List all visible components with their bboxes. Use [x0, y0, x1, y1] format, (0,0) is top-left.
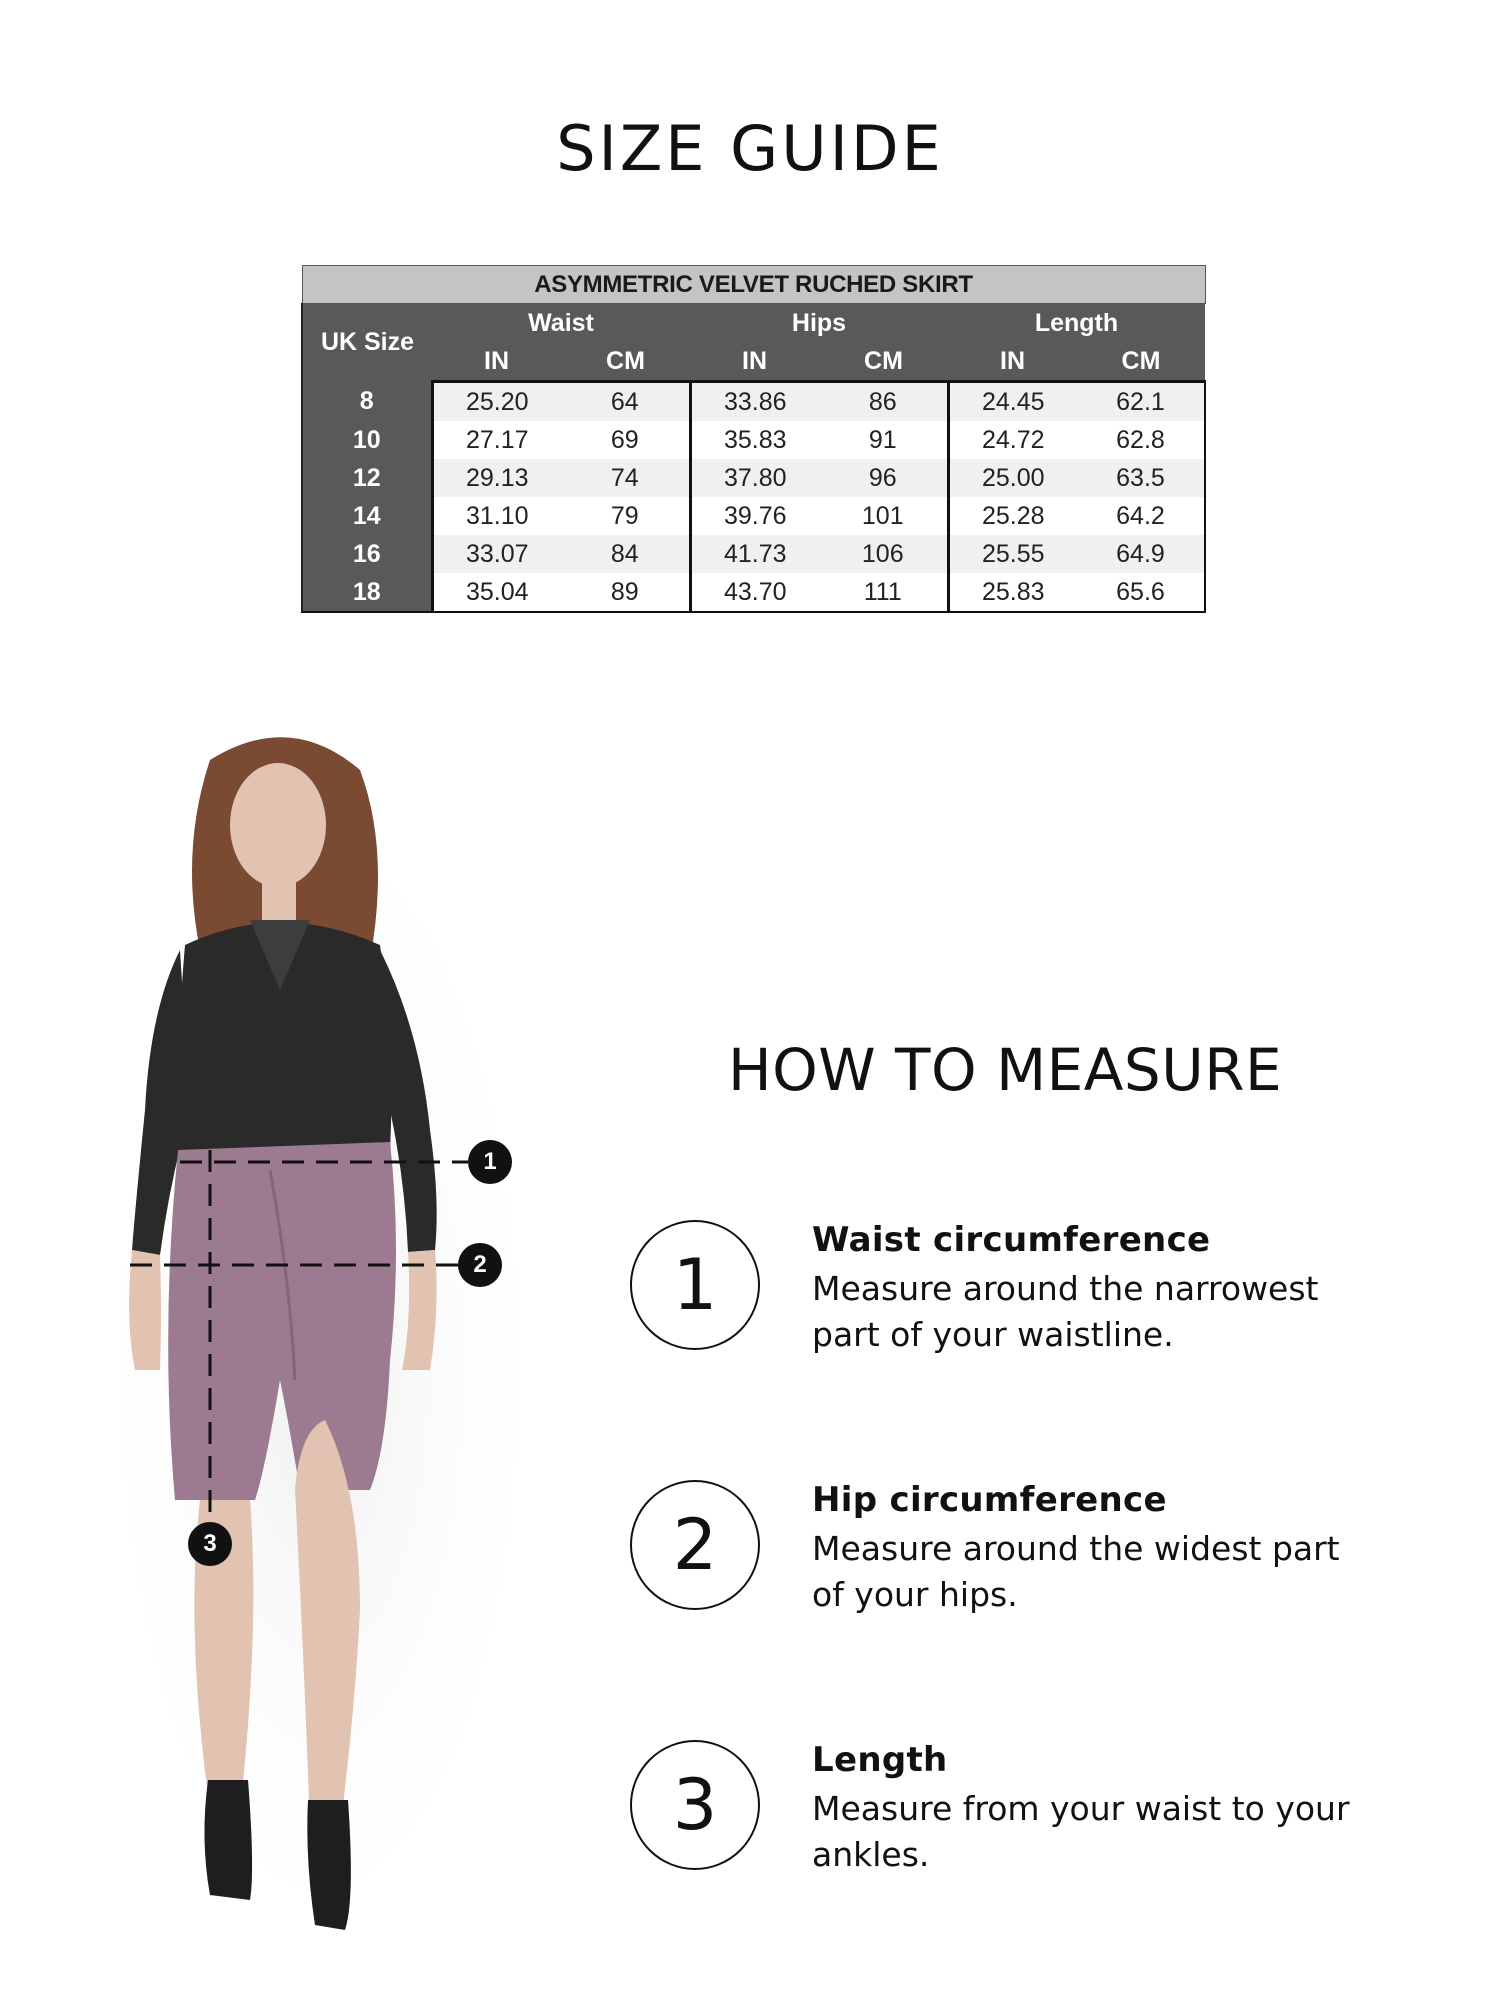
hip-marker: 2 — [458, 1243, 502, 1287]
value-cell: 24.72 — [948, 421, 1077, 459]
value-cell: 29.13 — [432, 459, 561, 497]
length-marker: 3 — [188, 1522, 232, 1566]
value-cell: 25.20 — [432, 382, 561, 422]
size-cell: 16 — [302, 535, 432, 573]
value-cell: 96 — [819, 459, 948, 497]
table-row — [302, 497, 1205, 535]
step-description-line: Measure around the widest part — [812, 1529, 1340, 1568]
neck-shape — [262, 880, 296, 920]
value-cell: 43.70 — [690, 573, 819, 612]
step-description — [812, 1786, 1372, 1878]
face-shape — [230, 763, 326, 887]
table-row — [302, 459, 1205, 497]
step-description-line: of your hips. — [812, 1575, 1018, 1614]
value-cell: 89 — [561, 573, 690, 612]
value-cell: 74 — [561, 459, 690, 497]
value-cell: 69 — [561, 421, 690, 459]
value-cell: 62.1 — [1077, 382, 1205, 422]
value-cell: 25.55 — [948, 535, 1077, 573]
value-cell: 33.07 — [432, 535, 561, 573]
model-illustration — [90, 730, 550, 1950]
step-description-line: Measure from your waist to your — [812, 1789, 1350, 1828]
right-boot-shape — [307, 1800, 351, 1930]
table-row — [302, 382, 1205, 422]
how-to-measure-heading: HOW TO MEASURE — [728, 1036, 1283, 1104]
value-cell: 31.10 — [432, 497, 561, 535]
table-row — [302, 421, 1205, 459]
size-cell: 8 — [302, 382, 432, 422]
value-cell: 25.00 — [948, 459, 1077, 497]
unit-header: CM — [1077, 342, 1205, 382]
model-figure — [90, 730, 550, 1950]
hips-group-header: Hips — [690, 304, 948, 343]
page-title: SIZE GUIDE — [556, 112, 944, 185]
left-hand-shape — [129, 1250, 161, 1370]
size-cell: 18 — [302, 573, 432, 612]
step-number-circle: 3 — [630, 1740, 760, 1870]
value-cell: 25.83 — [948, 573, 1077, 612]
unit-header: IN — [432, 342, 561, 382]
length-group-header: Length — [948, 304, 1205, 343]
step-description-line: part of your waistline. — [812, 1315, 1174, 1354]
step-number-circle: 1 — [630, 1220, 760, 1350]
step-number-circle: 2 — [630, 1480, 760, 1610]
value-cell: 101 — [819, 497, 948, 535]
size-cell: 12 — [302, 459, 432, 497]
table-row — [302, 535, 1205, 573]
size-cell: 14 — [302, 497, 432, 535]
value-cell: 79 — [561, 497, 690, 535]
value-cell: 27.17 — [432, 421, 561, 459]
value-cell: 65.6 — [1077, 573, 1205, 612]
unit-header: IN — [690, 342, 819, 382]
length-step — [630, 1740, 1390, 1880]
unit-header: CM — [561, 342, 690, 382]
unit-header: CM — [819, 342, 948, 382]
value-cell: 111 — [819, 573, 948, 612]
size-chart-table — [301, 265, 1206, 613]
hip-step — [630, 1480, 1390, 1620]
unit-header: IN — [948, 342, 1077, 382]
size-cell: 10 — [302, 421, 432, 459]
waist-step — [630, 1220, 1390, 1360]
value-cell: 35.83 — [690, 421, 819, 459]
step-description-line: Measure around the narrowest — [812, 1269, 1319, 1308]
value-cell: 62.8 — [1077, 421, 1205, 459]
value-cell: 91 — [819, 421, 948, 459]
table-title: ASYMMETRIC VELVET RUCHED SKIRT — [302, 266, 1205, 304]
value-cell: 64 — [561, 382, 690, 422]
size-column-header: UK Size — [302, 304, 432, 382]
step-title: Waist circumference — [812, 1220, 1211, 1260]
step-description — [812, 1526, 1372, 1618]
left-boot-shape — [204, 1780, 252, 1900]
value-cell: 106 — [819, 535, 948, 573]
value-cell: 37.80 — [690, 459, 819, 497]
value-cell: 64.9 — [1077, 535, 1205, 573]
value-cell: 86 — [819, 382, 948, 422]
step-description-line: ankles. — [812, 1835, 930, 1874]
value-cell: 35.04 — [432, 573, 561, 612]
waist-group-header: Waist — [432, 304, 690, 343]
step-title: Hip circumference — [812, 1480, 1167, 1520]
table-row — [302, 573, 1205, 612]
value-cell: 84 — [561, 535, 690, 573]
value-cell: 41.73 — [690, 535, 819, 573]
value-cell: 63.5 — [1077, 459, 1205, 497]
value-cell: 33.86 — [690, 382, 819, 422]
value-cell: 64.2 — [1077, 497, 1205, 535]
value-cell: 25.28 — [948, 497, 1077, 535]
value-cell: 24.45 — [948, 382, 1077, 422]
step-title: Length — [812, 1740, 948, 1780]
step-description — [812, 1266, 1372, 1358]
value-cell: 39.76 — [690, 497, 819, 535]
waist-marker: 1 — [468, 1140, 512, 1184]
